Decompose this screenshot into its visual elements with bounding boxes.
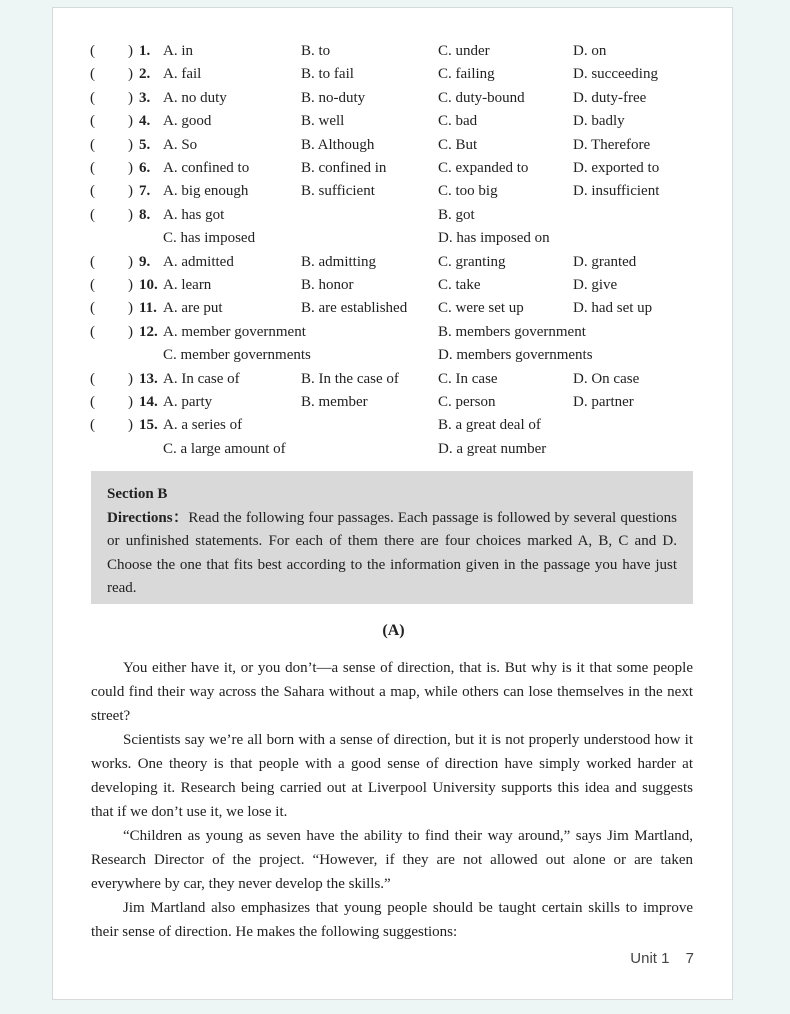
answer-blank-close[interactable]: ) [128,66,133,83]
option-d: D. members governments [438,347,593,364]
question-row-continued [53,227,734,250]
answer-blank-close[interactable]: ) [128,89,133,106]
option-d: D. has imposed on [438,230,550,247]
option-d: D. had set up [573,300,653,317]
option-b: B. confined in [301,160,387,176]
option-a: A. are put [163,300,223,317]
option-c: C. failing [438,66,495,83]
question-number: 4. [139,113,151,130]
option-b: B. admitting [301,253,376,270]
answer-blank-close[interactable]: ) [128,323,133,340]
question-row [53,391,734,414]
question-number: 11. [139,300,157,317]
document-page [52,7,733,1000]
answer-blank-open[interactable]: ( [90,89,95,106]
option-a: A. has got [163,206,225,223]
option-b: B. no-duty [301,89,366,106]
answer-blank-close[interactable]: ) [128,160,133,176]
option-a: A. a series of [163,417,243,434]
option-d: D. exported to [573,160,660,176]
option-b: B. Although [301,136,375,153]
question-number: 13. [139,370,158,387]
answer-blank-open[interactable]: ( [90,417,95,434]
question-row-continued [53,344,734,367]
option-d: D. a great number [438,440,547,457]
option-a: A. big enough [163,183,249,200]
option-c: C. In case [438,370,498,387]
option-a: A. in [163,43,193,59]
option-d: D. insufficient [573,183,660,200]
passage-title: (A) [382,622,405,639]
answer-blank-close[interactable]: ) [128,370,133,387]
option-b: B. members government [438,323,586,340]
question-row [53,368,734,391]
option-d: D. Therefore [573,136,651,153]
answer-blank-close[interactable]: ) [128,43,133,59]
answer-blank-open[interactable]: ( [90,253,95,270]
answer-blank-close[interactable]: ) [128,277,133,293]
paragraph: You either have it, or you don’t—a sense of direction, that is. But why is it that some people could find their way across the Sahara without a map, while others can lose themselves in the next street? [91,660,693,724]
answer-blank-open[interactable]: ( [90,394,95,410]
question-number: 2. [139,66,151,83]
option-c: C. too big [438,183,498,200]
answer-blank-open[interactable]: ( [90,43,95,59]
option-a: A. learn [163,277,212,293]
question-number: 14. [139,394,158,410]
question-row [53,110,734,133]
option-a: A. So [163,136,198,153]
option-b: B. to [301,43,331,59]
question-row [53,40,734,63]
question-number: 7. [139,183,151,200]
question-row [53,321,734,344]
answer-blank-open[interactable]: ( [90,136,95,153]
question-number: 15. [139,417,158,434]
option-c: C. person [438,394,496,410]
paragraph: “Children as young as seven have the ability to find their way around,” says Jim Martland, Research Director of the project. “However, if they are not allowed out alone or are taken everywhere by car, they never develop the skills.” [91,828,693,892]
option-d: D. succeeding [573,66,658,83]
answer-blank-close[interactable]: ) [128,417,133,434]
section-title: Section B [107,486,168,502]
paragraph: Jim Martland also emphasizes that young people should be taught certain skills to improve their sense of direction. He makes the following suggestions: [91,900,693,940]
question-number: 3. [139,89,151,106]
option-b: B. to fail [301,66,354,83]
option-a: A. fail [163,66,202,83]
question-row [53,63,734,86]
answer-blank-close[interactable]: ) [128,113,133,130]
option-d: D. duty-free [573,89,647,106]
question-row [53,180,734,203]
question-number: 1. [139,43,151,59]
answer-blank-close[interactable]: ) [128,136,133,153]
option-c: C. bad [438,113,478,130]
answer-blank-open[interactable]: ( [90,300,95,317]
option-a: A. no duty [163,89,227,106]
answer-blank-close[interactable]: ) [128,394,133,410]
paragraph: Scientists say we’re all born with a sense of direction, but it is not properly understood how it works. One theory is that people with a good sense of direction have simply worked harder at developing it. Research being carried out at Liverpool University supports this idea and suggests that if we don’t use it, we lose it. [91,732,693,820]
answer-blank-open[interactable]: ( [90,183,95,200]
question-row [53,87,734,110]
section-b-directions-box [91,471,693,604]
question-row [53,134,734,157]
question-row [53,204,734,227]
directions-text: Read the following four passages. Each passage is followed by several questions or unfinished statements. For each of them there are four choices marked A, B, C and D. Choose the one that fits best according to the information given in the passage you have just read. [107,509,678,596]
question-number: 12. [139,323,158,340]
option-b: B. member [301,394,368,410]
option-c: C. expanded to [438,160,529,176]
answer-blank-open[interactable]: ( [90,206,95,223]
question-number: 8. [139,206,151,223]
directions-label: Directions： [107,509,189,526]
answer-blank-open[interactable]: ( [90,66,95,83]
option-b: B. In the case of [301,370,399,387]
option-a: A. good [163,113,212,130]
page-number: 7 [685,950,694,967]
question-number: 6. [139,160,151,176]
option-b: B. honor [301,277,354,293]
option-c: C. member governments [163,347,311,364]
option-c: C. granting [438,253,506,270]
question-row [53,297,734,320]
question-row [53,414,734,437]
answer-blank-open[interactable]: ( [90,160,95,176]
answer-blank-close[interactable]: ) [128,253,133,270]
option-d: D. partner [573,394,634,410]
question-row [53,251,734,274]
answer-blank-close[interactable]: ) [128,300,133,317]
option-a: A. In case of [163,370,240,387]
question-number: 5. [139,136,151,153]
question-number: 9. [139,253,151,270]
option-c: C. were set up [438,300,524,317]
option-a: A. confined to [163,160,250,176]
option-d: D. badly [573,113,625,130]
option-b: B. sufficient [301,183,375,200]
question-row-continued [53,438,734,461]
option-a: A. party [163,394,213,410]
answer-blank-open[interactable]: ( [90,323,95,340]
answer-blank-open[interactable]: ( [90,370,95,387]
answer-blank-open[interactable]: ( [90,113,95,130]
answer-blank-close[interactable]: ) [128,183,133,200]
option-c: C. duty-bound [438,89,525,106]
option-c: C. a large amount of [163,440,286,457]
answer-blank-close[interactable]: ) [128,206,133,223]
passage-body [91,656,693,944]
question-row [53,157,734,180]
option-b: B. are established [301,300,408,317]
option-d: D. on [573,43,607,59]
option-c: C. take [438,277,481,293]
option-c: C. under [438,43,490,59]
option-b: B. a great deal of [438,417,541,434]
question-row [53,274,734,297]
option-b: B. well [301,113,345,130]
unit-label: Unit 1 [630,950,670,967]
question-number: 10. [139,277,158,293]
option-a: A. member government [163,323,306,340]
option-a: A. admitted [163,253,234,270]
option-c: C. But [438,136,478,153]
option-c: C. has imposed [163,230,256,247]
option-d: D. give [573,277,618,293]
directions [107,507,677,601]
option-d: D. On case [573,370,640,387]
answer-blank-open[interactable]: ( [90,277,95,293]
option-d: D. granted [573,253,637,270]
page-footer [618,950,694,967]
option-b: B. got [438,206,475,223]
